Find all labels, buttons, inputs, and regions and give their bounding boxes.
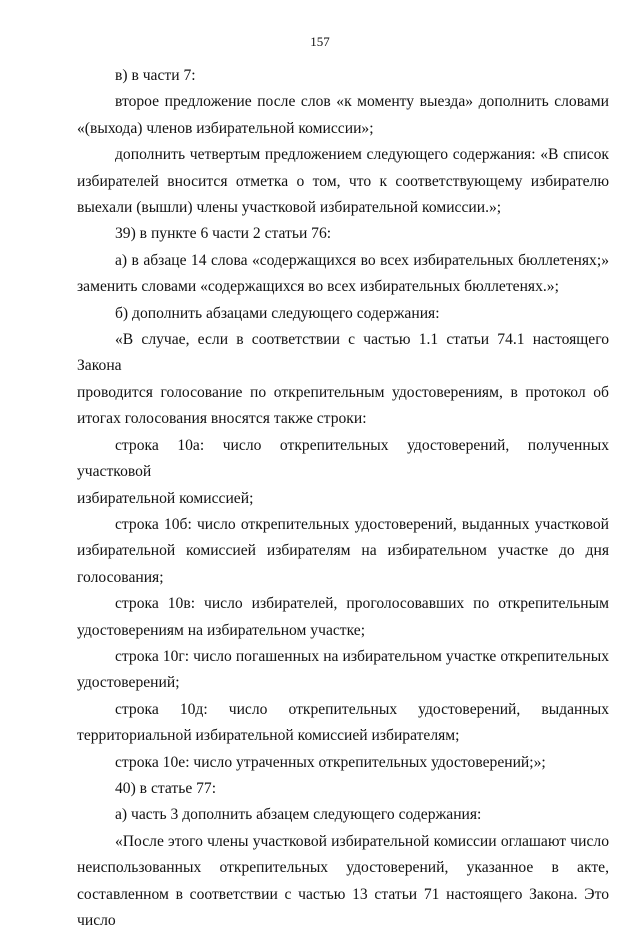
text-line: заменить словами «содержащихся во всех избирательных бюллетенях.»; xyxy=(77,278,559,296)
paragraph xyxy=(77,697,609,750)
text-line: удостоверений; xyxy=(77,674,180,692)
text-line: составленном в соответствии с частью 13 статьи 71 настоящего Закона. Это число xyxy=(77,885,609,929)
text-line: а) в абзаце 14 слова «содержащихся во всех избирательных бюллетенях;» xyxy=(115,251,609,269)
text-line: строка 10д: число открепительных удостоверений, выданных xyxy=(115,700,609,718)
text-line: а) часть 3 дополнить абзацем следующего содержания: xyxy=(115,806,482,824)
text-line: избирательной комиссией избирателям на избирательном участке до дня xyxy=(77,542,609,560)
paragraph xyxy=(77,248,609,301)
text-line: удостоверениям на избирательном участке; xyxy=(77,621,366,639)
paragraph xyxy=(77,512,609,591)
text-line: проводится голосование по открепительным удостоверениям, в протокол об xyxy=(77,383,609,401)
text-line: 39) в пункте 6 части 2 статьи 76: xyxy=(115,225,332,243)
text-line: 40) в статье 77: xyxy=(115,779,217,797)
text-line: итогах голосования вносятся также строки: xyxy=(77,410,367,428)
text-line: голосования; xyxy=(77,568,164,586)
text-line: строка 10г: число погашенных на избирательном участке открепительных xyxy=(115,647,609,665)
paragraph xyxy=(77,221,609,247)
paragraph xyxy=(77,776,609,802)
paragraph xyxy=(77,142,609,221)
text-line: строка 10в: число избирателей, проголосовавших по открепительным xyxy=(115,595,609,613)
text-line: «В случае, если в соответствии с частью 1.1 статьи 74.1 настоящего Закона xyxy=(77,331,609,375)
text-line: избирательной комиссией; xyxy=(77,489,254,507)
text-line: в) в части 7: xyxy=(115,67,196,84)
text-line: территориальной избирательной комиссией избирателям; xyxy=(77,727,460,745)
text-line: выехали (вышли) члены участковой избирательной комиссии.»; xyxy=(77,199,502,217)
paragraph xyxy=(77,433,609,512)
paragraph xyxy=(77,750,609,776)
text-line: б) дополнить абзацами следующего содержания: xyxy=(115,304,440,322)
text-line: строка 10е: число утраченных открепительных удостоверений;»; xyxy=(115,753,546,771)
text-line: строка 10б: число открепительных удостоверений, выданных участковой xyxy=(115,515,609,533)
text-line: «После этого члены участковой избирательной комиссии оглашают число xyxy=(115,832,609,850)
paragraph xyxy=(77,829,609,934)
text-line: избирателей вносится отметка о том, что к соответствующему избирателю xyxy=(77,172,609,190)
text-line: «(выхода) членов избирательной комиссии»; xyxy=(77,119,374,137)
paragraph xyxy=(77,644,609,697)
document-body xyxy=(77,63,609,934)
paragraph xyxy=(77,89,609,142)
text-line: строка 10а: число открепительных удостоверений, полученных участковой xyxy=(77,436,609,481)
text-line: дополнить четвертым предложением следующего содержания: «В список xyxy=(115,146,609,164)
text-line: второе предложение после слов «к моменту выезда» дополнить словами xyxy=(115,93,609,111)
paragraph xyxy=(77,63,609,89)
paragraph xyxy=(77,591,609,644)
paragraph xyxy=(77,327,609,433)
paragraph xyxy=(77,301,609,327)
paragraph xyxy=(77,802,609,828)
text-line: неиспользованных открепительных удостоверений, указанное в акте, xyxy=(77,859,609,877)
page-number: 157 xyxy=(310,34,330,49)
